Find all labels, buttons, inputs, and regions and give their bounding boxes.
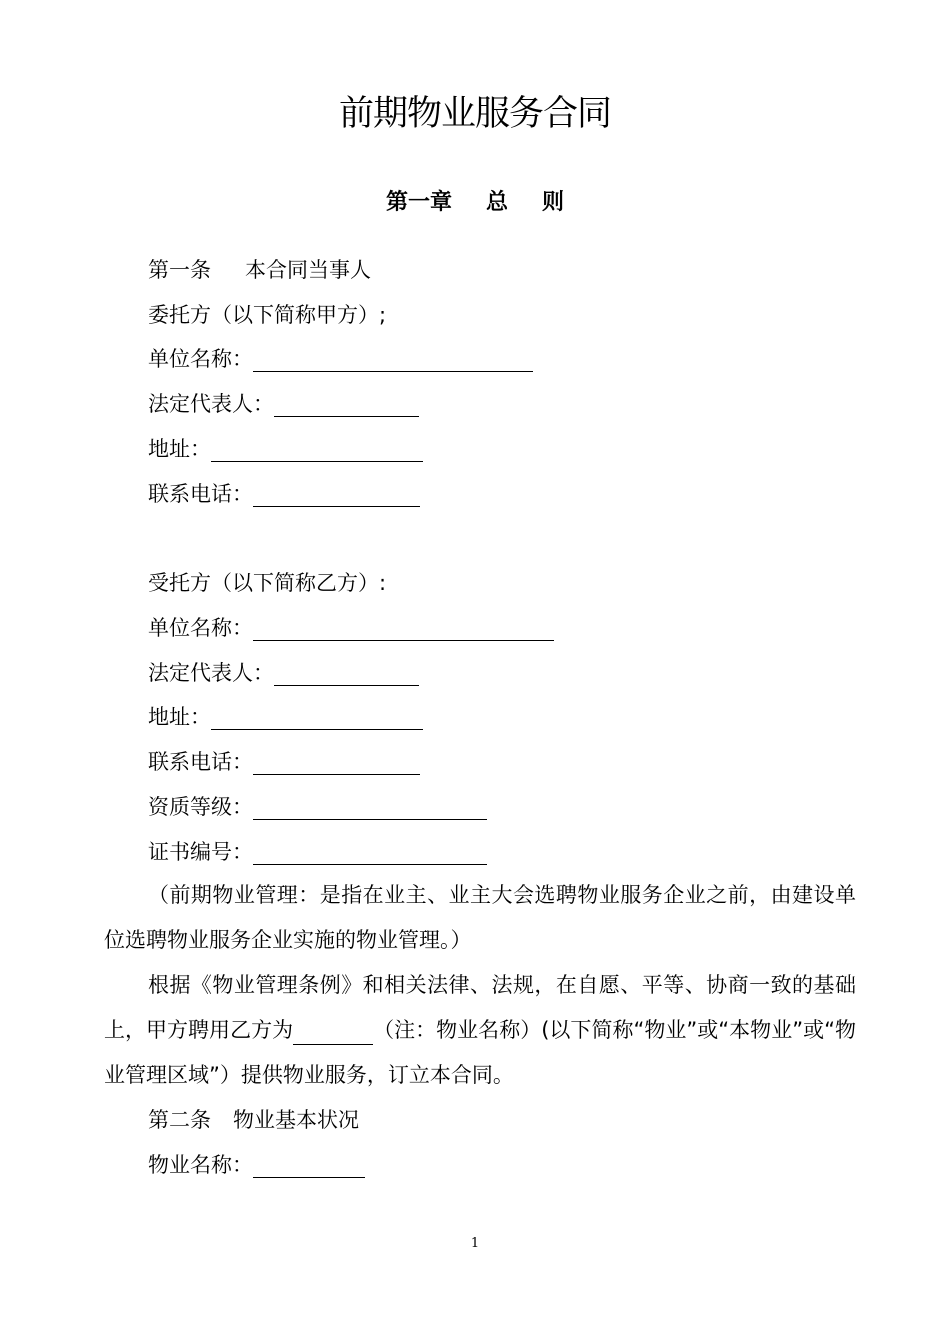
party-b-phone-row [148,748,420,776]
party-b-unit-name-label: 单位名称： [148,616,253,640]
party-b-address-blank[interactable] [211,707,423,730]
party-a-address-label: 地址： [148,437,211,461]
party-b-certificate-row [148,838,487,866]
party-a-legal-rep-blank[interactable] [274,394,419,417]
note-paragraph: （前期物业管理：是指在业主、业主大会选聘物业服务企业之前，由建设单位选聘物业服务企业实施的物业管理。） [104,883,856,952]
party-a-unit-name-label: 单位名称： [148,347,253,371]
property-name-blank[interactable] [253,1155,365,1178]
chapter-heading [0,185,950,216]
party-b-address-label: 地址： [148,705,211,729]
property-name-row [148,1151,365,1179]
basis-paragraph [104,963,856,1098]
party-b-phone-blank[interactable] [253,752,420,775]
party-a-heading: 委托方（以下简称甲方）; [148,303,387,327]
party-a-unit-name-blank[interactable] [253,349,533,372]
article-1-text: 本合同当事人 [245,258,371,282]
property-name-inline-blank[interactable] [293,1022,373,1045]
party-b-qualification-label: 资质等级： [148,795,253,819]
party-b-certificate-blank[interactable] [253,842,487,865]
party-b-legal-rep-label: 法定代表人： [148,661,274,685]
chapter-label: 第一章 [385,190,452,215]
party-b-legal-rep-row [148,659,419,687]
basis-paragraph-part-2: （注：物业名称）(以下简称“物业”或“本物业”或“物业管理区域”）提供物业服务，订立本合同。 [104,1018,856,1087]
party-a-unit-name-row [148,345,533,373]
party-b-heading: 受托方（以下简称乙方）: [148,571,387,595]
party-a-legal-rep-label: 法定代表人： [148,392,274,416]
party-b-phone-label: 联系电话： [148,750,253,774]
party-a-phone-blank[interactable] [253,484,420,507]
article-2-label: 第二条 [148,1108,211,1132]
party-b-qualification-row [148,793,487,821]
document-title: 前期物业服务合同 [338,94,611,134]
basis-paragraph-part-1: 根据《物业管理条例》和相关法律、法规，在自愿、平等、协商一致的基础上，甲方聘用乙方为 [104,973,856,1042]
article-2-heading [148,1106,359,1134]
property-name-label: 物业名称： [148,1153,253,1177]
party-a-address-row [148,435,423,463]
page-number: 1 [470,1236,480,1251]
party-b-unit-name-blank[interactable] [253,618,554,641]
party-a-phone-label: 联系电话： [148,482,253,506]
party-b-legal-rep-blank[interactable] [274,663,419,686]
party-a-phone-row [148,480,420,508]
article-2-text: 物业基本状况 [233,1108,359,1132]
party-b-certificate-label: 证书编号： [148,840,253,864]
chapter-word-1: 总 [485,190,508,215]
article-1-heading [148,256,371,284]
party-b-qualification-blank[interactable] [253,797,487,820]
party-b-address-row [148,703,423,731]
party-a-address-blank[interactable] [211,439,423,462]
article-1-label: 第一条 [148,258,211,282]
party-b-unit-name-row [148,614,554,642]
party-a-legal-rep-row [148,390,419,418]
chapter-word-2: 则 [542,190,565,215]
